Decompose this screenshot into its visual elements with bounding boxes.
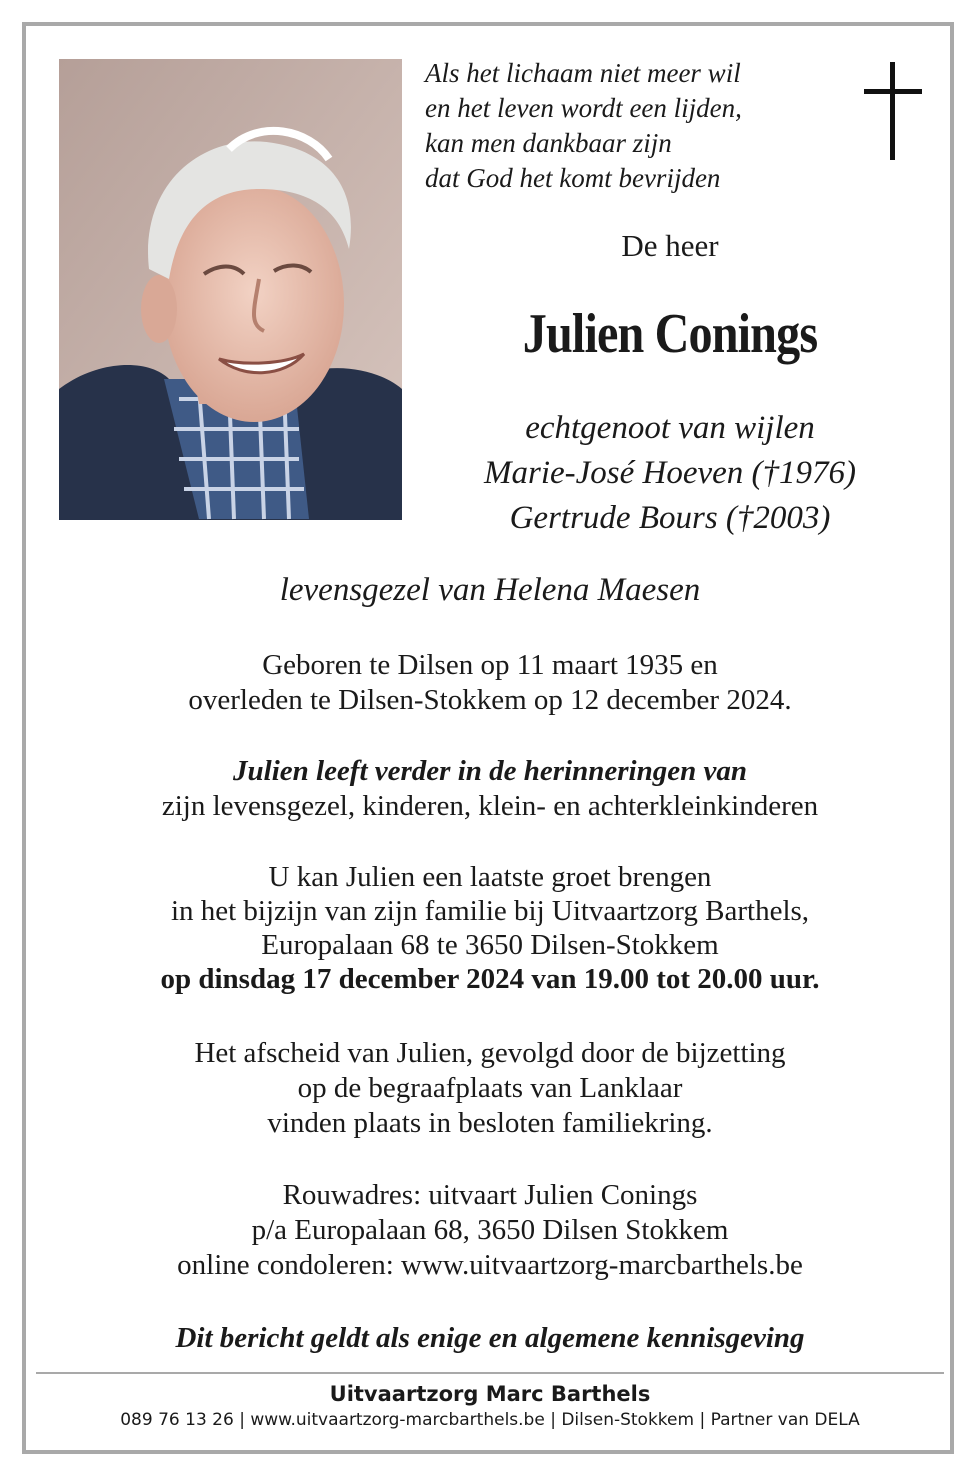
farewell — [40, 1036, 940, 1141]
cross-icon — [864, 62, 922, 160]
death-line: overleden te Dilsen-Stokkem op 12 december 2024. — [188, 684, 792, 716]
farewell-line: op de begraafplaats van Lanklaar — [297, 1072, 683, 1104]
visit-line: in het bijzijn van zijn familie bij Uitvaartzorg Barthels, — [170, 895, 810, 927]
visit-line: U kan Julien een laatste groet brengen — [268, 861, 712, 893]
visit-line: Europalaan 68 te 3650 Dilsen-Stokkem — [261, 929, 719, 961]
footer-divider — [36, 1372, 944, 1374]
birth-line: Geboren te Dilsen op 11 maart 1935 en — [262, 649, 718, 681]
honorific: De heer — [621, 228, 719, 263]
notice — [40, 1319, 940, 1357]
birth-death — [40, 648, 940, 718]
partner — [40, 568, 940, 612]
mourning-address — [40, 1178, 940, 1283]
poem-line: dat God het komt bevrijden — [425, 163, 721, 193]
address-line: p/a Europalaan 68, 3650 Dilsen Stokkem — [251, 1214, 729, 1246]
condolence-link[interactable]: online condoleren: www.uitvaartzorg-marcbarthels.be — [177, 1249, 803, 1281]
memory-lead: Julien leeft verder in de herinneringen van — [233, 755, 747, 787]
poem-line: Als het lichaam niet meer wil — [425, 58, 741, 88]
visit-when: op dinsdag 17 december 2024 van 19.00 tot 20.00 uur. — [160, 963, 820, 995]
spouse-line: Marie-José Hoeven (†1976) — [483, 455, 857, 491]
deceased-name: Julien Conings — [522, 303, 818, 365]
partner-line: levensgezel van Helena Maesen — [279, 572, 701, 608]
poem — [425, 56, 845, 196]
spouse-line: echtgenoot van wijlen — [525, 410, 815, 446]
portrait-photo — [59, 59, 402, 520]
spouse-line: Gertrude Bours (†2003) — [509, 500, 831, 536]
spouses — [420, 406, 920, 541]
footer-title: Uitvaartzorg Marc Barthels — [329, 1382, 651, 1406]
visitation — [40, 860, 940, 996]
farewell-line: Het afscheid van Julien, gevolgd door de bijzetting — [194, 1037, 786, 1069]
farewell-line: vinden plaats in besloten familiekring. — [267, 1107, 713, 1139]
memory — [40, 754, 940, 824]
footer-info: 089 76 13 26 | www.uitvaartzorg-marcbarthels.be | Dilsen-Stokkem | Partner van DELA — [120, 1410, 860, 1430]
notice-line: Dit bericht geldt als enige en algemene kennisgeving — [175, 1322, 805, 1354]
poem-line: kan men dankbaar zijn — [425, 128, 672, 158]
address-line: Rouwadres: uitvaart Julien Conings — [282, 1179, 698, 1211]
memory-rest: zijn levensgezel, kinderen, klein- en achterkleinkinderen — [161, 790, 819, 822]
poem-line: en het leven wordt een lijden, — [425, 93, 742, 123]
